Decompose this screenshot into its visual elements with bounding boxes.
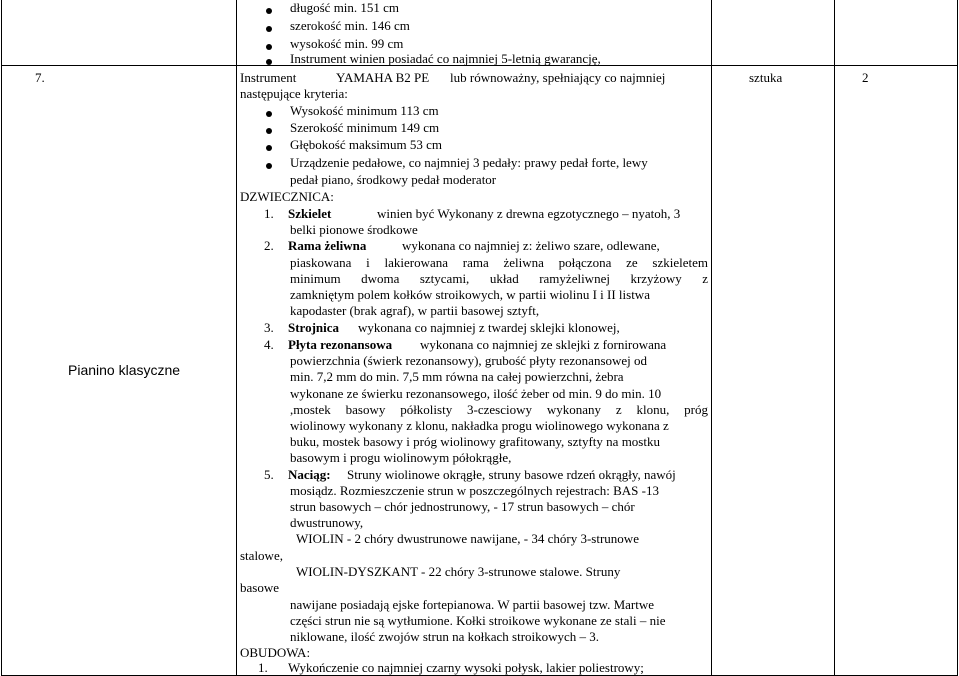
list-item: Urządzenie pedałowe, co najmniej 3 pedały: prawy pedał forte, lewy [290, 155, 648, 170]
section-header: DZWIECZNICA: [240, 189, 334, 204]
quantity: 2 [862, 70, 869, 85]
bullet-icon [266, 111, 272, 117]
table-border-col4 [834, 0, 835, 676]
bullet-icon [266, 59, 272, 65]
table-border-col3 [711, 0, 712, 676]
list-item: długość min. 151 cm [290, 0, 400, 15]
table-border-left [1, 0, 2, 676]
list-item: Szerokość minimum 149 cm [290, 120, 440, 135]
list-item: wysokość min. 99 cm [290, 36, 404, 51]
bullet-icon [266, 8, 272, 14]
table-border-right [957, 0, 958, 676]
bullet-icon [266, 26, 272, 32]
bullet-icon [266, 128, 272, 134]
bullet-icon [266, 145, 272, 151]
list-item: Głębokość maksimum 53 cm [290, 137, 443, 152]
list-item: szerokość min. 146 cm [290, 18, 410, 33]
section-header: OBUDOWA: [240, 645, 311, 660]
item-name: Pianino klasyczne [68, 362, 181, 378]
bullet-icon [266, 44, 272, 50]
table-border-col2 [236, 0, 237, 676]
bullet-icon [266, 163, 272, 169]
row-number: 7. [35, 70, 45, 85]
list-item: Instrument winien posiadać co najmniej 5-letnią gwarancję, [290, 51, 601, 66]
unit: sztuka [749, 70, 783, 85]
list-item: Wysokość minimum 113 cm [290, 103, 439, 118]
